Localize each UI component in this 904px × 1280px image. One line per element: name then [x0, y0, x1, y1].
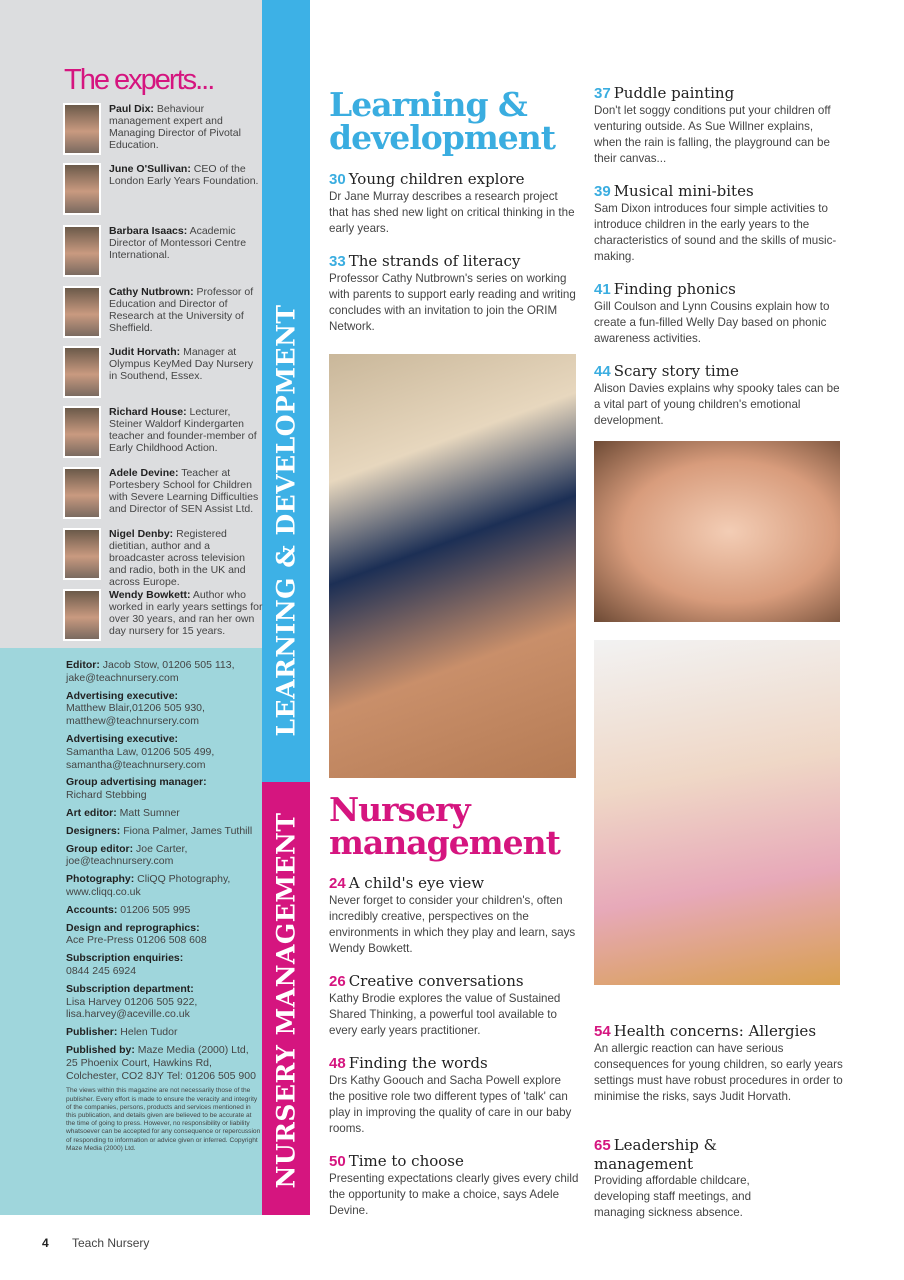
expert-photo [63, 346, 101, 398]
article-48[interactable] [329, 1054, 579, 1137]
credit-label: Publisher: [66, 1026, 118, 1039]
expert-photo [63, 467, 101, 519]
expert-photo [63, 528, 101, 580]
article-title: The strands of literacy [348, 252, 521, 270]
expert-bio [109, 346, 263, 398]
article-title: Scary story time [613, 362, 739, 380]
article-description: An allergic reaction can have serious consequences for young children, so early years settings must have robust procedures in order to minimise the risks, says Judit Horvath. [594, 1042, 843, 1103]
expert-photo [63, 225, 101, 277]
article-heading[interactable] [594, 182, 844, 201]
expert-desc: Registered dietitian, author and a broadcaster across television and radio, both in the UK and across Europe. [109, 528, 246, 588]
credit-item [66, 776, 262, 802]
expert-name: Richard House: [109, 406, 187, 418]
expert-name: Paul Dix: [109, 103, 154, 115]
article-heading[interactable] [329, 170, 579, 189]
credit-item [66, 952, 262, 978]
credit-item [66, 983, 262, 1021]
article-page-number: 65 [594, 1137, 611, 1154]
article-page-number: 26 [329, 973, 346, 990]
credit-label: Advertising executive: [66, 732, 179, 745]
article-24[interactable] [329, 874, 579, 957]
expert-desc: Professor of Education and Director of Research at the University of Sheffield. [109, 286, 254, 334]
article-page-number: 30 [329, 171, 346, 188]
expert-desc: Academic Director of Montessori Centre International. [109, 225, 247, 261]
expert-photo [63, 286, 101, 338]
expert-bio [109, 528, 263, 588]
article-description: Dr Jane Murray describes a research project that has shed new light on critical thinking in the early years. [329, 190, 575, 235]
photo-teacher-with-children [329, 354, 576, 778]
article-title: Puddle painting [613, 84, 735, 102]
article-heading[interactable] [329, 1054, 579, 1073]
article-title: Musical mini-bites [613, 182, 754, 200]
article-title: Young children explore [348, 170, 525, 188]
title-line: Nursery [329, 790, 470, 829]
credit-value: 0844 245 6924 [66, 964, 137, 977]
magazine-name: Teach Nursery [72, 1236, 150, 1250]
credits-list [66, 659, 262, 1158]
article-heading[interactable] [594, 1022, 844, 1041]
article-title: Leadership & management [594, 1136, 717, 1173]
credit-value: Maze Media (2000) Ltd, 25 Phoenix Court, Hawkins Rd, Colchester, CO2 8JY Tel: 01206 505 900 [66, 1043, 256, 1082]
expert-name: Judit Horvath: [109, 346, 181, 358]
credit-value: 01206 505 995 [120, 903, 191, 916]
expert-photo [63, 103, 101, 155]
expert-desc: Lecturer, Steiner Waldorf Kindergarten teacher and founder-member of Early Childhood Action. [109, 406, 257, 454]
expert-item [63, 589, 263, 641]
expert-item [63, 467, 263, 519]
article-page-number: 48 [329, 1055, 346, 1072]
article-heading[interactable] [329, 1152, 579, 1171]
credit-label: Published by: [66, 1043, 135, 1056]
credit-label: Subscription department: [66, 982, 194, 995]
article-37[interactable] [594, 84, 844, 167]
title-line: Learning & [329, 85, 527, 124]
article-page-number: 44 [594, 363, 611, 380]
expert-name: Adele Devine: [109, 467, 179, 479]
article-30[interactable] [329, 170, 579, 237]
article-65[interactable] [594, 1136, 774, 1221]
credit-value: Ace Pre-Press 01206 508 608 [66, 934, 207, 947]
article-title: Time to choose [348, 1152, 464, 1170]
expert-item [63, 406, 263, 458]
section-title-learning [329, 85, 556, 157]
expert-bio [109, 163, 263, 215]
expert-item [63, 225, 263, 277]
article-41[interactable] [594, 280, 844, 347]
credit-label: Advertising executive: [66, 689, 179, 702]
stripe-label-management [262, 790, 310, 1210]
expert-desc: Behaviour management expert and Managing Director of Pivotal Education. [109, 103, 241, 151]
credit-item [66, 807, 262, 820]
credit-label: Accounts: [66, 903, 118, 916]
credit-item [66, 1044, 262, 1082]
credit-value: Jacob Stow, 01206 505 113, jake@teachnursery.com [66, 659, 235, 684]
credit-value: Matthew Blair,01206 505 930, matthew@teachnursery.com [66, 702, 205, 728]
expert-bio [109, 406, 263, 458]
article-title: Finding the words [348, 1054, 488, 1072]
article-page-number: 54 [594, 1023, 611, 1040]
article-heading[interactable] [594, 280, 844, 299]
disclaimer: The views within this magazine are not necessarily those of the publisher. Every effort is made to ensure the veracity and integrity of the companies, persons, products and services mentioned in this publication, and details given are believed to be accurate at the time of going to press. However, no responsibility or liability whatsoever can be accepted for any consequence or repercussion of responding to information or advice given or inferred. Copyright Maze Media (2000) Ltd. [66, 1087, 261, 1152]
credit-item [66, 843, 262, 869]
article-description: Professor Cathy Nutbrown's series on working with parents to support early reading and writing concludes with an invitation to join the ORIM Network. [329, 272, 576, 333]
article-title: Creative conversations [348, 972, 524, 990]
expert-item [63, 286, 263, 338]
article-54[interactable] [594, 1022, 844, 1105]
expert-name: Barbara Isaacs: [109, 225, 188, 237]
stripe-label-management-text: NURSERY MANAGEMENT [271, 811, 301, 1189]
article-page-number: 50 [329, 1153, 346, 1170]
article-description: Alison Davies explains why spooky tales can be a vital part of young children's emotional development. [594, 382, 840, 427]
credit-value: Samantha Law, 01206 505 499, samantha@teachnursery.com [66, 745, 215, 771]
title-line: development [329, 118, 556, 157]
section-title-management [329, 790, 560, 862]
credit-item [66, 904, 262, 917]
expert-desc: Teacher at Portesbery School for Children with Severe Learning Difficulties and Director of SEN Assist Ltd. [109, 467, 259, 515]
expert-bio [109, 286, 263, 338]
expert-name: June O'Sullivan: [109, 163, 191, 175]
article-title: Finding phonics [613, 280, 736, 298]
expert-name: Wendy Bowkett: [109, 589, 191, 601]
expert-bio [109, 225, 263, 277]
experts-title: The experts... [64, 64, 214, 96]
article-heading[interactable] [594, 84, 844, 103]
article-heading[interactable] [594, 362, 844, 381]
article-description: Kathy Brodie explores the value of Sustained Shared Thinking, a powerful tool available to every early years practitioner. [329, 992, 561, 1037]
article-description: Gill Coulson and Lynn Cousins explain how to create a fun-filled Welly Day based on phonic awareness activities. [594, 300, 830, 345]
credit-label: Subscription enquiries: [66, 952, 184, 965]
credit-value: Matt Sumner [119, 806, 180, 819]
expert-item [63, 346, 263, 398]
expert-photo [63, 589, 101, 641]
expert-photo [63, 406, 101, 458]
title-line: management [329, 823, 560, 862]
article-page-number: 39 [594, 183, 611, 200]
article-description: Never forget to consider your children's, often incredibly creative, perspectives on the environments in which they play and learn, says Wendy Bowkett. [329, 894, 576, 955]
credit-value: Lisa Harvey 01206 505 922, lisa.harvey@aceville.co.uk [66, 995, 198, 1021]
credit-label: Art editor: [66, 806, 117, 819]
credit-value: Richard Stebbing [66, 789, 147, 802]
article-heading[interactable] [329, 874, 579, 893]
credit-item [66, 1026, 262, 1039]
credit-item [66, 873, 262, 899]
page-number: 4 [42, 1236, 49, 1250]
expert-name: Cathy Nutbrown: [109, 286, 194, 298]
expert-desc: Manager at Olympus KeyMed Day Nursery in Southend, Essex. [109, 346, 254, 382]
credit-value: Joe Carter, joe@teachnursery.com [66, 842, 188, 868]
expert-item [63, 528, 263, 588]
article-description: Presenting expectations clearly gives every child the opportunity to make a choice, says Adele Devine. [329, 1172, 579, 1217]
credit-value: Fiona Palmer, James Tuthill [123, 824, 253, 837]
credit-item [66, 825, 262, 838]
credit-value: Helen Tudor [120, 1026, 178, 1039]
article-page-number: 41 [594, 281, 611, 298]
credit-item [66, 690, 262, 728]
article-description: Providing affordable childcare, developing staff meetings, and managing sickness absence. [594, 1174, 752, 1219]
article-description: Drs Kathy Goouch and Sacha Powell explore the positive role two different types of 'talk' can play in improving the quality of care in our baby rooms. [329, 1074, 572, 1135]
credit-label: Editor: [66, 659, 100, 671]
stripe-label-learning-text: LEARNING & DEVELOPMENT [271, 303, 301, 737]
article-39[interactable] [594, 182, 844, 265]
credit-label: Design and reprographics: [66, 921, 200, 934]
article-title: A child's eye view [348, 874, 485, 892]
expert-name: Nigel Denby: [109, 528, 174, 540]
article-44[interactable] [594, 362, 844, 429]
article-title: Health concerns: Allergies [613, 1022, 817, 1040]
credit-item [66, 659, 262, 685]
credit-label: Group editor: [66, 842, 134, 855]
article-description: Don't let soggy conditions put your children off venturing outside. As Sue Willner explains, when the rain is falling, the playground can be their canvas... [594, 104, 831, 165]
article-33[interactable] [329, 252, 579, 335]
expert-bio [109, 103, 263, 155]
expert-item [63, 163, 263, 215]
stripe-label-learning [262, 270, 310, 770]
credit-item [66, 733, 262, 771]
credit-value: CliQQ Photography, www.cliqq.co.uk [66, 873, 231, 898]
article-page-number: 37 [594, 85, 611, 102]
photo-girl-with-beads [594, 640, 840, 985]
article-26[interactable] [329, 972, 579, 1039]
article-heading[interactable] [329, 972, 579, 991]
credit-label: Group advertising manager: [66, 776, 207, 789]
article-description: Sam Dixon introduces four simple activities to introduce children in the early years to the characteristics of sound and the skills of music-making. [594, 202, 837, 263]
article-50[interactable] [329, 1152, 579, 1219]
expert-bio [109, 589, 263, 641]
expert-desc: Author who worked in early years settings for over 30 years, and ran her own day nursery for 15 years. [109, 589, 263, 637]
photo-thoughtful-child [594, 441, 840, 622]
article-page-number: 24 [329, 875, 346, 892]
expert-photo [63, 163, 101, 215]
article-page-number: 33 [329, 253, 346, 270]
credit-item [66, 922, 262, 948]
article-heading[interactable] [594, 1136, 774, 1173]
credit-label: Designers: [66, 824, 121, 837]
expert-desc: CEO of the London Early Years Foundation. [109, 163, 259, 187]
credit-label: Photography: [66, 873, 135, 886]
article-heading[interactable] [329, 252, 579, 271]
expert-item [63, 103, 263, 155]
expert-bio [109, 467, 263, 519]
